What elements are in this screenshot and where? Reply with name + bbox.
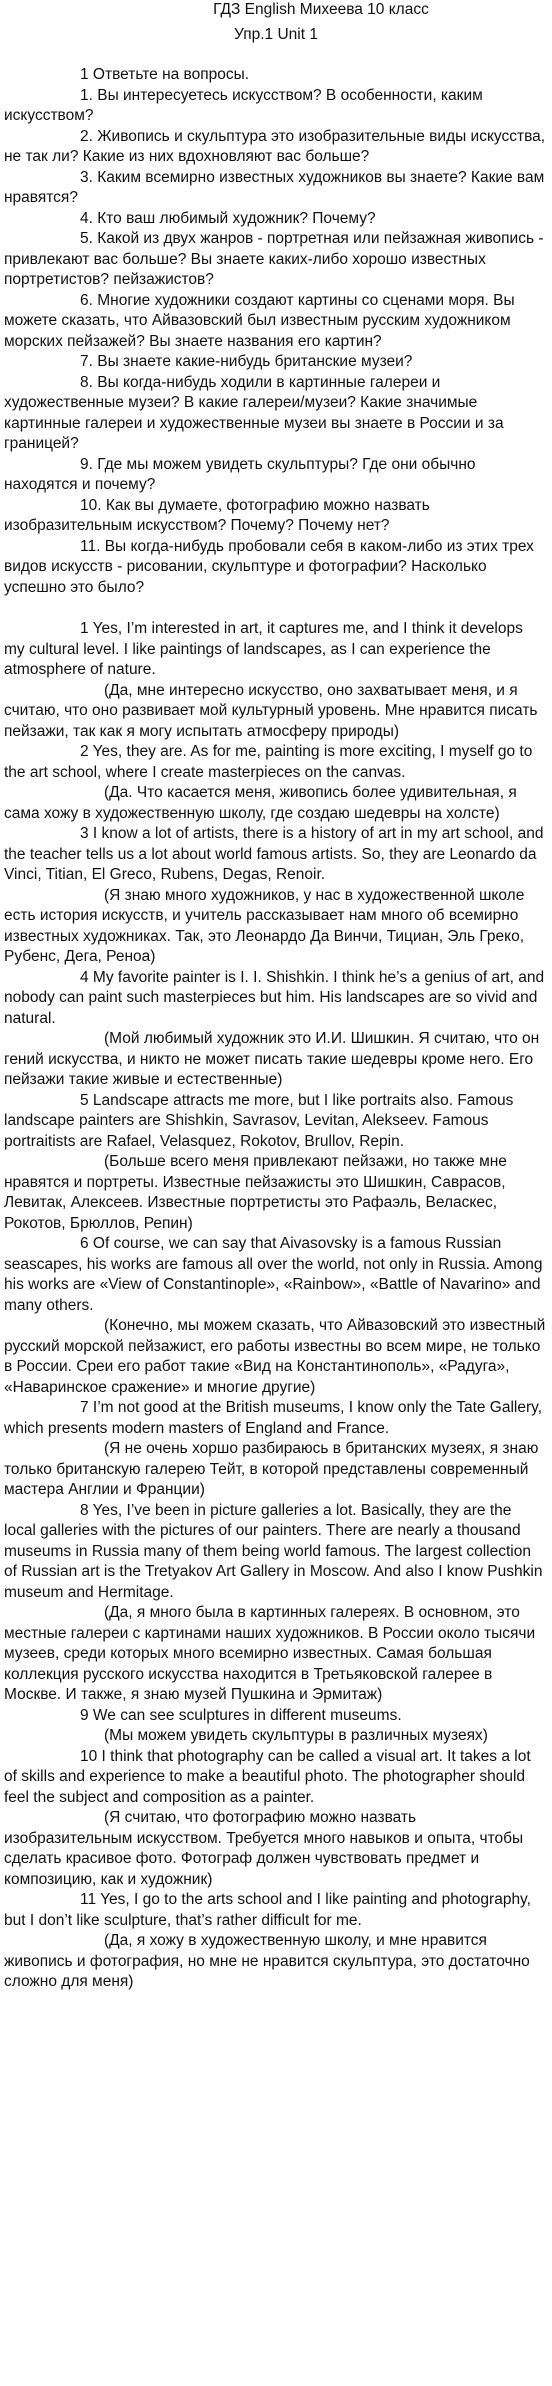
answer-english: 8 Yes, I’ve been in picture galleries a lot. Basically, they are the local galleries with the pictures of our painters. There are nearly a thousand museums in Russia many of them being world famous. The largest collection of Russian art is the Tretyakov Art Gallery in Moscow. And also I know Pushkin museum and Hermitage. bbox=[4, 1501, 543, 1601]
question-item: 7. Вы знаете какие-нибудь британские музеи? bbox=[80, 353, 413, 370]
answer-english: 7 I’m not good at the British museums, I know only the Tate Gallery, which presents modern masters of England and France. bbox=[4, 1399, 543, 1437]
answer-english: 9 We can see sculptures in different museums. bbox=[80, 1706, 402, 1724]
answer-translation: (Мой любимый художник это И.И. Шишкин. Я считаю, что он гений искусства, и никто не может писать такие шедевры кроме него. Его пейзажи такие живые и естественные) bbox=[4, 1030, 540, 1088]
question-item: 3. Каким всемирно известных художников вы знаете? Какие вам нравятся? bbox=[4, 168, 545, 206]
questions-section bbox=[4, 65, 546, 598]
question-item: 11. Вы когда-нибудь пробовали себя в каком-либо из этих трех видов искусств - рисовании, скульптуре и фотографии? Насколько успешно это было? bbox=[4, 537, 534, 596]
question-item: 10. Как вы думаете, фотографию можно назвать изобразительным искусством? Почему? Почему нет? bbox=[4, 496, 430, 534]
document-body bbox=[0, 65, 552, 1993]
answer-english: 10 I think that photography can be called a visual art. It takes a lot of skills and experience to make a beautiful photo. The photographer should feel the subject and composition as a painter. bbox=[4, 1747, 531, 1806]
question-item: 9. Где мы можем увидеть скульптуры? Где они обычно находятся и почему? bbox=[4, 455, 476, 493]
question-item: 5. Какой из двух жанров - портретная или пейзажная живопись - привлекают вас больше? Вы знаете каких-либо хорошо известных портретистов? пейзажистов? bbox=[4, 230, 544, 288]
questions-intro: 1 Ответьте на вопросы. bbox=[80, 66, 250, 83]
answer-english: 6 Of course, we can say that Aivasovsky is a famous Russian seascapes, his works are famous all over the world, not only in Russia. Among his works are «View of Constantinople», «Rainbow», «Battle of Navarino» and many others. bbox=[4, 1235, 543, 1314]
answer-translation: (Да, мне интересно искусство, оно захватывает меня, и я считаю, что оно развивает мой культурный уровень. Мне нравится писать пейзажи, так как я могу испытать атмосферу природы) bbox=[4, 681, 538, 740]
answer-translation: (Мы можем увидеть скульптуры в различных музеях) bbox=[104, 1727, 488, 1744]
answer-translation: (Да, я хожу в художественную школу, и мне нравится живопись и фотография, но мне не нравится скульптура, это достаточно сложно для меня) bbox=[4, 1932, 530, 1990]
answer-translation: (Я не очень хоршо разбираюсь в британских музеях, я знаю только британскую галерею Тейт, в которой представлены современный мастера Англии и Франции) bbox=[4, 1440, 539, 1498]
answer-translation: (Конечно, мы можем сказать, что Айвазовский это известный русский морской пейзажист, его работы известны во всем мире, не только в России. Среи его работ такие «Вид на Константинополь», «Радуга», «Наваринское сражение» и многие другие) bbox=[4, 1317, 546, 1396]
answers-section bbox=[4, 619, 546, 1993]
answer-translation: (Я считаю, что фотографию можно назвать изобразительным искусством. Требуется много навыков и опыта, чтобы сделать красивое фото. Фотограф должен чувствовать предмет и композицию, как и художник) bbox=[4, 1809, 524, 1888]
question-item: 8. Вы когда-нибудь ходили в картинные галереи и художественные музеи? В какие галереи/музеи? Какие значимые картинные галереи и художественные музеи вы знаете в России и за границей? bbox=[4, 373, 504, 452]
question-item: 1. Вы интересуетесь искусством? В особенности, каким искусством? bbox=[4, 86, 483, 124]
answer-translation: (Больше всего меня привлекают пейзажи, но также мне нравятся и портреты. Известные пейзажисты это Шишкин, Саврасов, Левитак, Алексеев. Известные портретисты это Рафаэль, Веласкес, Рокотов, Брюллов, Репин) bbox=[4, 1153, 507, 1232]
answer-english: 3 I know a lot of artists, there is a history of art in my art school, and the teacher tells us a lot about world famous artists. So, they are Leonardo da Vinci, Titian, El Greco, Rubens, Degas, Renoir. bbox=[4, 825, 544, 883]
question-item: 2. Живопись и скульптура это изобразительные виды искусства, не так ли? Какие из них вдохновляют вас больше? bbox=[4, 127, 546, 165]
answer-translation: (Да, я много была в картинных галереях. В основном, это местные галереи с картинами наших художников. В России около тысячи музеев, среди которых много всемирно известных. Самая большая коллекция русского искусства находится в Третьяковской галерее в Москве. И также, я знаю музей Пушкина и Эрмитаж) bbox=[4, 1604, 536, 1703]
question-item: 6. Многие художники создают картины со сценами моря. Вы можете сказать, что Айвазовский был известным русским художником морских пейзажей? Вы знаете названия его картин? bbox=[4, 291, 515, 350]
answer-english: 11 Yes, I go to the arts school and I like painting and photography, but I don’t like sculpture, that’s rather difficult for me. bbox=[4, 1891, 531, 1929]
answer-english: 5 Landscape attracts me more, but I like portraits also. Famous landscape painters are Shishkin, Savrasov, Levitan, Alekseev. Famous portraitists are Rafael, Velasquez, Rokotov, Brullov, Repin. bbox=[4, 1091, 514, 1150]
section-spacer bbox=[4, 598, 546, 619]
answer-translation: (Да. Что касается меня, живопись более удивительная, я сама хожу в художественную школу, где создаю шедевры на холсте) bbox=[4, 784, 517, 822]
answer-english: 4 My favorite painter is I. I. Shishkin. I think he’s a genius of art, and nobody can paint such masterpieces but him. His landscapes are so vivid and natural. bbox=[4, 968, 545, 1027]
answer-translation: (Я знаю много художников, у нас в художественной школе есть история искусств, и учитель рассказывает нам много об всемирно известных художниках. Так, это Леонардо Да Винчи, Тициан, Эль Греко, Рубенс, Дега, Реноа) bbox=[4, 886, 525, 965]
answer-english: 1 Yes, I’m interested in art, it captures me, and I think it develops my cultural level. I like paintings of landscapes, as I can experience the atmosphere of nature. bbox=[4, 620, 523, 678]
answer-english: 2 Yes, they are. As for me, painting is more exciting, I myself go to the art school, where I create masterpieces on the canvas. bbox=[4, 743, 533, 781]
page-title: ГДЗ English Михеева 10 класс bbox=[213, 1, 429, 18]
page-subtitle: Упр.1 Unit 1 bbox=[234, 25, 318, 43]
question-item: 4. Кто ваш любимый художник? Почему? bbox=[80, 209, 376, 227]
